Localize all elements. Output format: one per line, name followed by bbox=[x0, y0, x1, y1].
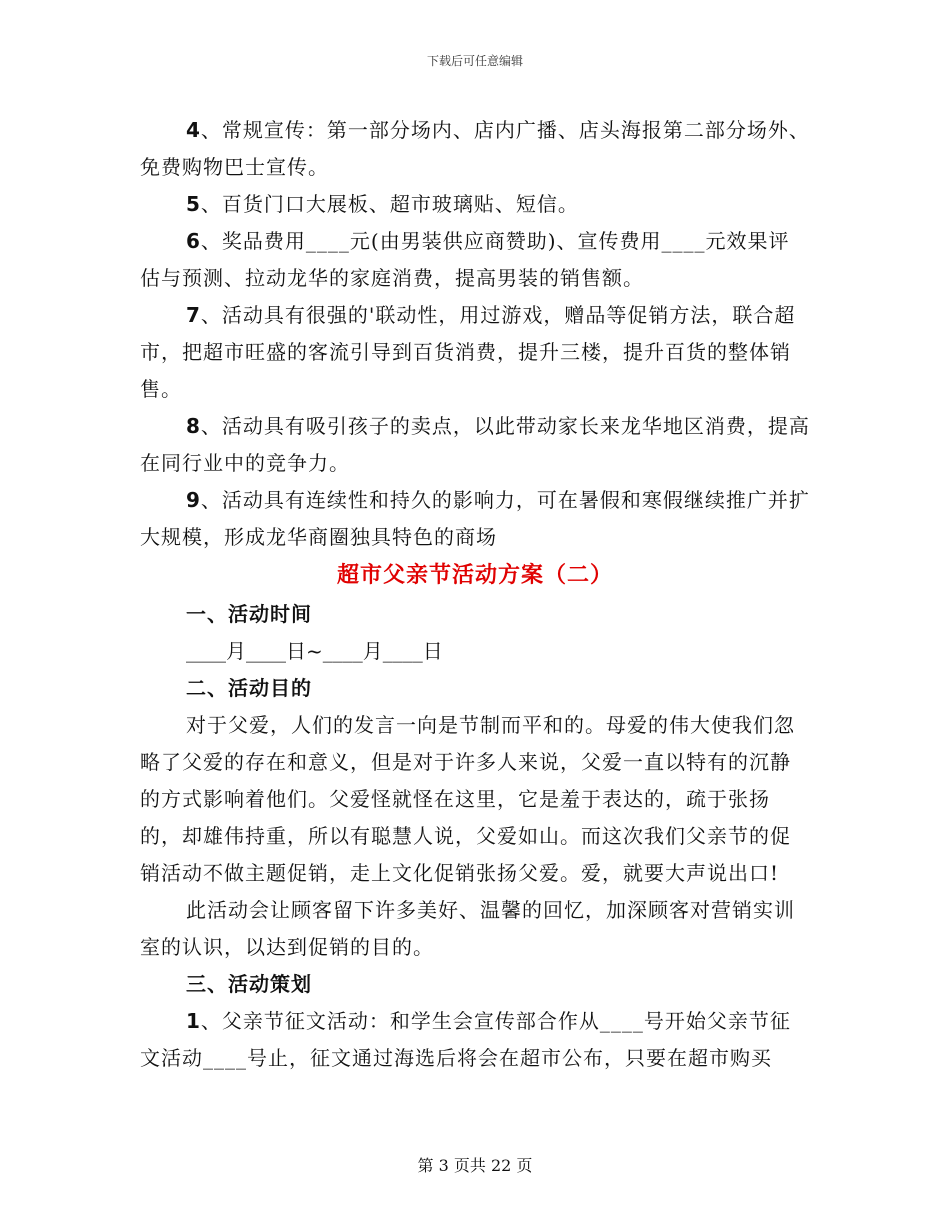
item-text: 、活动具有吸引孩子的卖点，以此带动家长来龙华地区消费，提高在同行业中的竞争力。 bbox=[140, 414, 810, 475]
heading-activity-plan: 三、活动策划 bbox=[186, 972, 312, 996]
item-number: 5 bbox=[186, 192, 201, 216]
purpose-paragraph: 此活动会让顾客留下许多美好、温馨的回忆，加深顾客对营销实训室的认识，以达到促销的目的。 bbox=[140, 898, 795, 959]
item-text: 、百货门口大展板、超市玻璃贴、短信。 bbox=[200, 192, 579, 216]
section-title: 超市父亲节活动方案（二） bbox=[336, 563, 613, 588]
item-text: 、常规宣传：第一部分场内、店内广播、店头海报第二部分场外、免费购物巴士宣传。 bbox=[140, 118, 810, 179]
list-item bbox=[140, 112, 810, 186]
list-item bbox=[140, 186, 810, 223]
list-item bbox=[140, 297, 810, 408]
item-text: 、活动具有连续性和持久的影响力，可在暑假和寒假继续推广并扩大规模，形成龙华商圈独具特色的商场 bbox=[140, 488, 810, 549]
heading-activity-purpose: 二、活动目的 bbox=[186, 676, 312, 700]
purpose-paragraph: 对于父爱，人们的发言一向是节制而平和的。母爱的伟大使我们忽略了父爱的存在和意义，但是对于许多人来说，父爱一直以特有的沉静的方式影响着他们。父爱怪就怪在这里，它是羞于表达的，疏于张扬的，却雄伟持重，所以有聪慧人说，父爱如山。而这次我们父亲节的促销活动不做主题促销，走上文化促销张扬父爱。爱，就要大声说出口! bbox=[140, 713, 795, 885]
page-number: 第 3 页共 22 页 bbox=[417, 1156, 533, 1175]
list-item bbox=[140, 482, 810, 556]
header-note: 下载后可任意编辑 bbox=[426, 54, 523, 68]
item-number: 9 bbox=[186, 488, 201, 512]
item-number: 8 bbox=[186, 414, 201, 438]
item-text: 、奖品费用____元(由男装供应商赞助)、宣传费用____元效果评估与预测、拉动龙华的家庭消费，提高男装的销售额。 bbox=[140, 229, 790, 290]
heading-activity-time: 一、活动时间 bbox=[186, 602, 312, 626]
item-number: 4 bbox=[186, 118, 201, 142]
document-body bbox=[140, 112, 810, 1077]
list-item bbox=[140, 223, 810, 297]
activity-date-range: ____月____日~____月____日 bbox=[186, 639, 443, 663]
list-item bbox=[140, 408, 810, 482]
item-text: 、活动具有很强的'联动性，用过游戏，赠品等促销方法，联合超市，把超市旺盛的客流引导到百货消费，提升三楼，提升百货的整体销售。 bbox=[140, 303, 796, 401]
plan-item bbox=[140, 1003, 810, 1077]
item-number: 6 bbox=[186, 229, 201, 253]
item-number: 1 bbox=[186, 1009, 201, 1033]
item-number: 7 bbox=[186, 303, 201, 327]
item-text: 、父亲节征文活动：和学生会宣传部合作从____号开始父亲节征文活动____号止，征文通过海选后将会在超市公布，只要在超市购买 bbox=[140, 1009, 791, 1070]
